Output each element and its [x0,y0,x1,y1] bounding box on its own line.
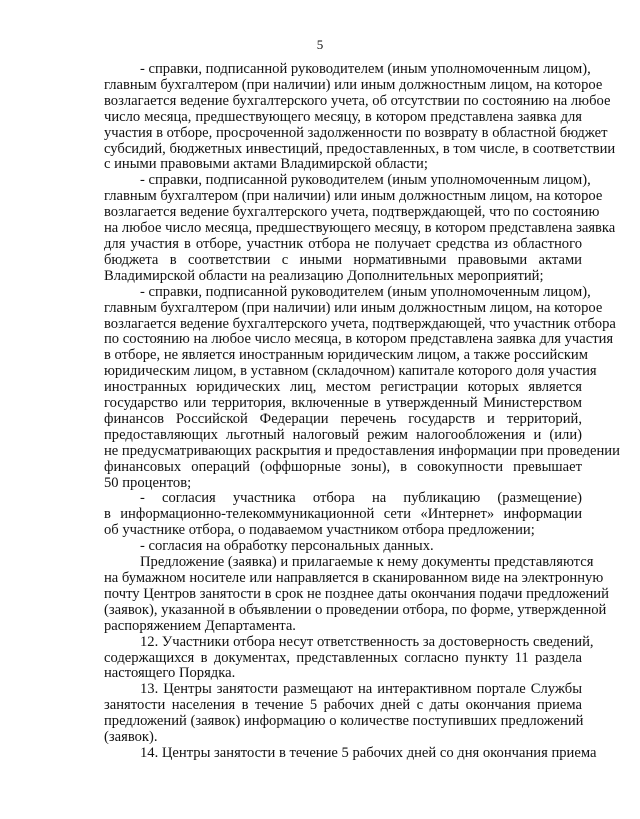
text-line: - согласия участника отбора на публикацию (размещение) [140,490,582,507]
text-line: (заявок). [104,729,158,746]
text-line: финансовых операций (оффшорные зоны), в совокупности превышает [104,458,582,475]
text-line: настоящего Порядка. [104,665,236,682]
text-line: юридическим лицом, в уставном (складочном) капитале которого доля участия [104,363,597,380]
paragraph [104,61,616,173]
text-line: возлагается ведение бухгалтерского учета, подтверждающей, что участник отбора [104,315,616,332]
text-line: предложений (заявок) информацию о количестве поступивших предложений [104,713,584,730]
document-body [104,61,620,762]
page-number: 5 [316,37,324,52]
text-line: на бумажном носителе или направляется в сканированном виде на электронную [104,570,604,586]
text-line: 13. Центры занятости размещают на интерактивном портале Службы [140,681,582,698]
text-line: главным бухгалтером (при наличии) или иным должностным лицом, на которое [104,188,603,205]
paragraph [104,744,597,762]
text-line: Владимирской области на реализацию Дополнительных мероприятий; [104,267,544,284]
text-line: бюджета в соответствии с иными нормативными правовыми актами [104,251,582,268]
paragraph [104,682,582,746]
text-line: об участнике отбора, о подаваемом участником отбора предложении; [104,522,535,539]
text-line: иностранных юридических лиц, местом регистрации которых является [104,379,582,396]
text-line: на любое число месяца, предшествующего месяцу, в котором представлена заявка [104,220,616,237]
text-line: главным бухгалтером (при наличии) или иным должностным лицом, на которое [104,76,603,93]
paragraph [104,283,620,492]
text-line: главным бухгалтером (при наличии) или иным должностным лицом, на которое [104,299,603,316]
text-line: не предусматривающих раскрытия и предоставления информации при проведении [104,442,620,459]
text-line: 50 процентов; [104,474,192,491]
text-line: возлагается ведение бухгалтерского учета, об отсутствии по состоянию на любое [104,92,611,109]
text-line: для участия в отборе, участник отбора не получает средства из областного [104,235,582,252]
text-line: - справки, подписанной руководителем (иным уполномоченным лицом), [140,61,591,77]
text-line: в информационно-телекоммуникационной сети «Интернет» информации [104,506,582,523]
text-line: Предложение (заявка) и прилагаемые к нему документы представляются [140,554,594,571]
text-line: занятости населения в течение 5 рабочих дней с даты окончания приема [104,697,582,714]
text-line: число месяца, предшествующего месяцу, в котором представлена заявка для [104,108,582,125]
text-line: (заявок), указанной в объявлении о проведении отбора, по форме, утвержденной [104,601,607,618]
text-line: предоставляющих льготный налоговый режим налогообложения и (или) [104,426,582,443]
text-line: с иными правовыми актами Владимирской области; [104,156,428,173]
text-line: финансов Российской Федерации перечень государств и территорий, [104,410,582,427]
text-line: в отборе, не является иностранным юридическим лицом, а также российским [104,347,588,364]
paragraph [104,539,582,555]
paragraph [104,554,609,635]
text-line: - справки, подписанной руководителем (иным уполномоченным лицом), [140,283,591,300]
text-line: содержащихся в документах, представленных согласно пункту 11 раздела [104,649,582,666]
text-line: - согласия на обработку персональных данных. [140,538,434,555]
text-line: участия в отборе, просроченной задолженности по возврату в областной бюджет [104,124,608,141]
paragraph [104,633,594,683]
paragraph [104,491,582,539]
text-line: по состоянию на любое число месяца, в котором представлена заявка для участия [104,331,614,348]
text-line: - справки, подписанной руководителем (иным уполномоченным лицом), [140,172,591,189]
text-line: 12. Участники отбора несут ответственность за достоверность сведений, [140,633,594,650]
text-line: 14. Центры занятости в течение 5 рабочих дней со дня окончания приема [140,744,597,761]
text-line: почту Центров занятости в срок не позднее даты окончания подачи предложений [104,585,609,602]
text-line: государство или территория, включенные в утвержденный Министерством [104,395,582,412]
text-line: распоряжением Департамента. [104,617,296,634]
text-line: возлагается ведение бухгалтерского учета, подтверждающей, что по состоянию [104,204,600,221]
paragraph [104,172,616,284]
text-line: субсидий, бюджетных инвестиций, предоставленных, в том числе, в соответствии [104,140,616,157]
